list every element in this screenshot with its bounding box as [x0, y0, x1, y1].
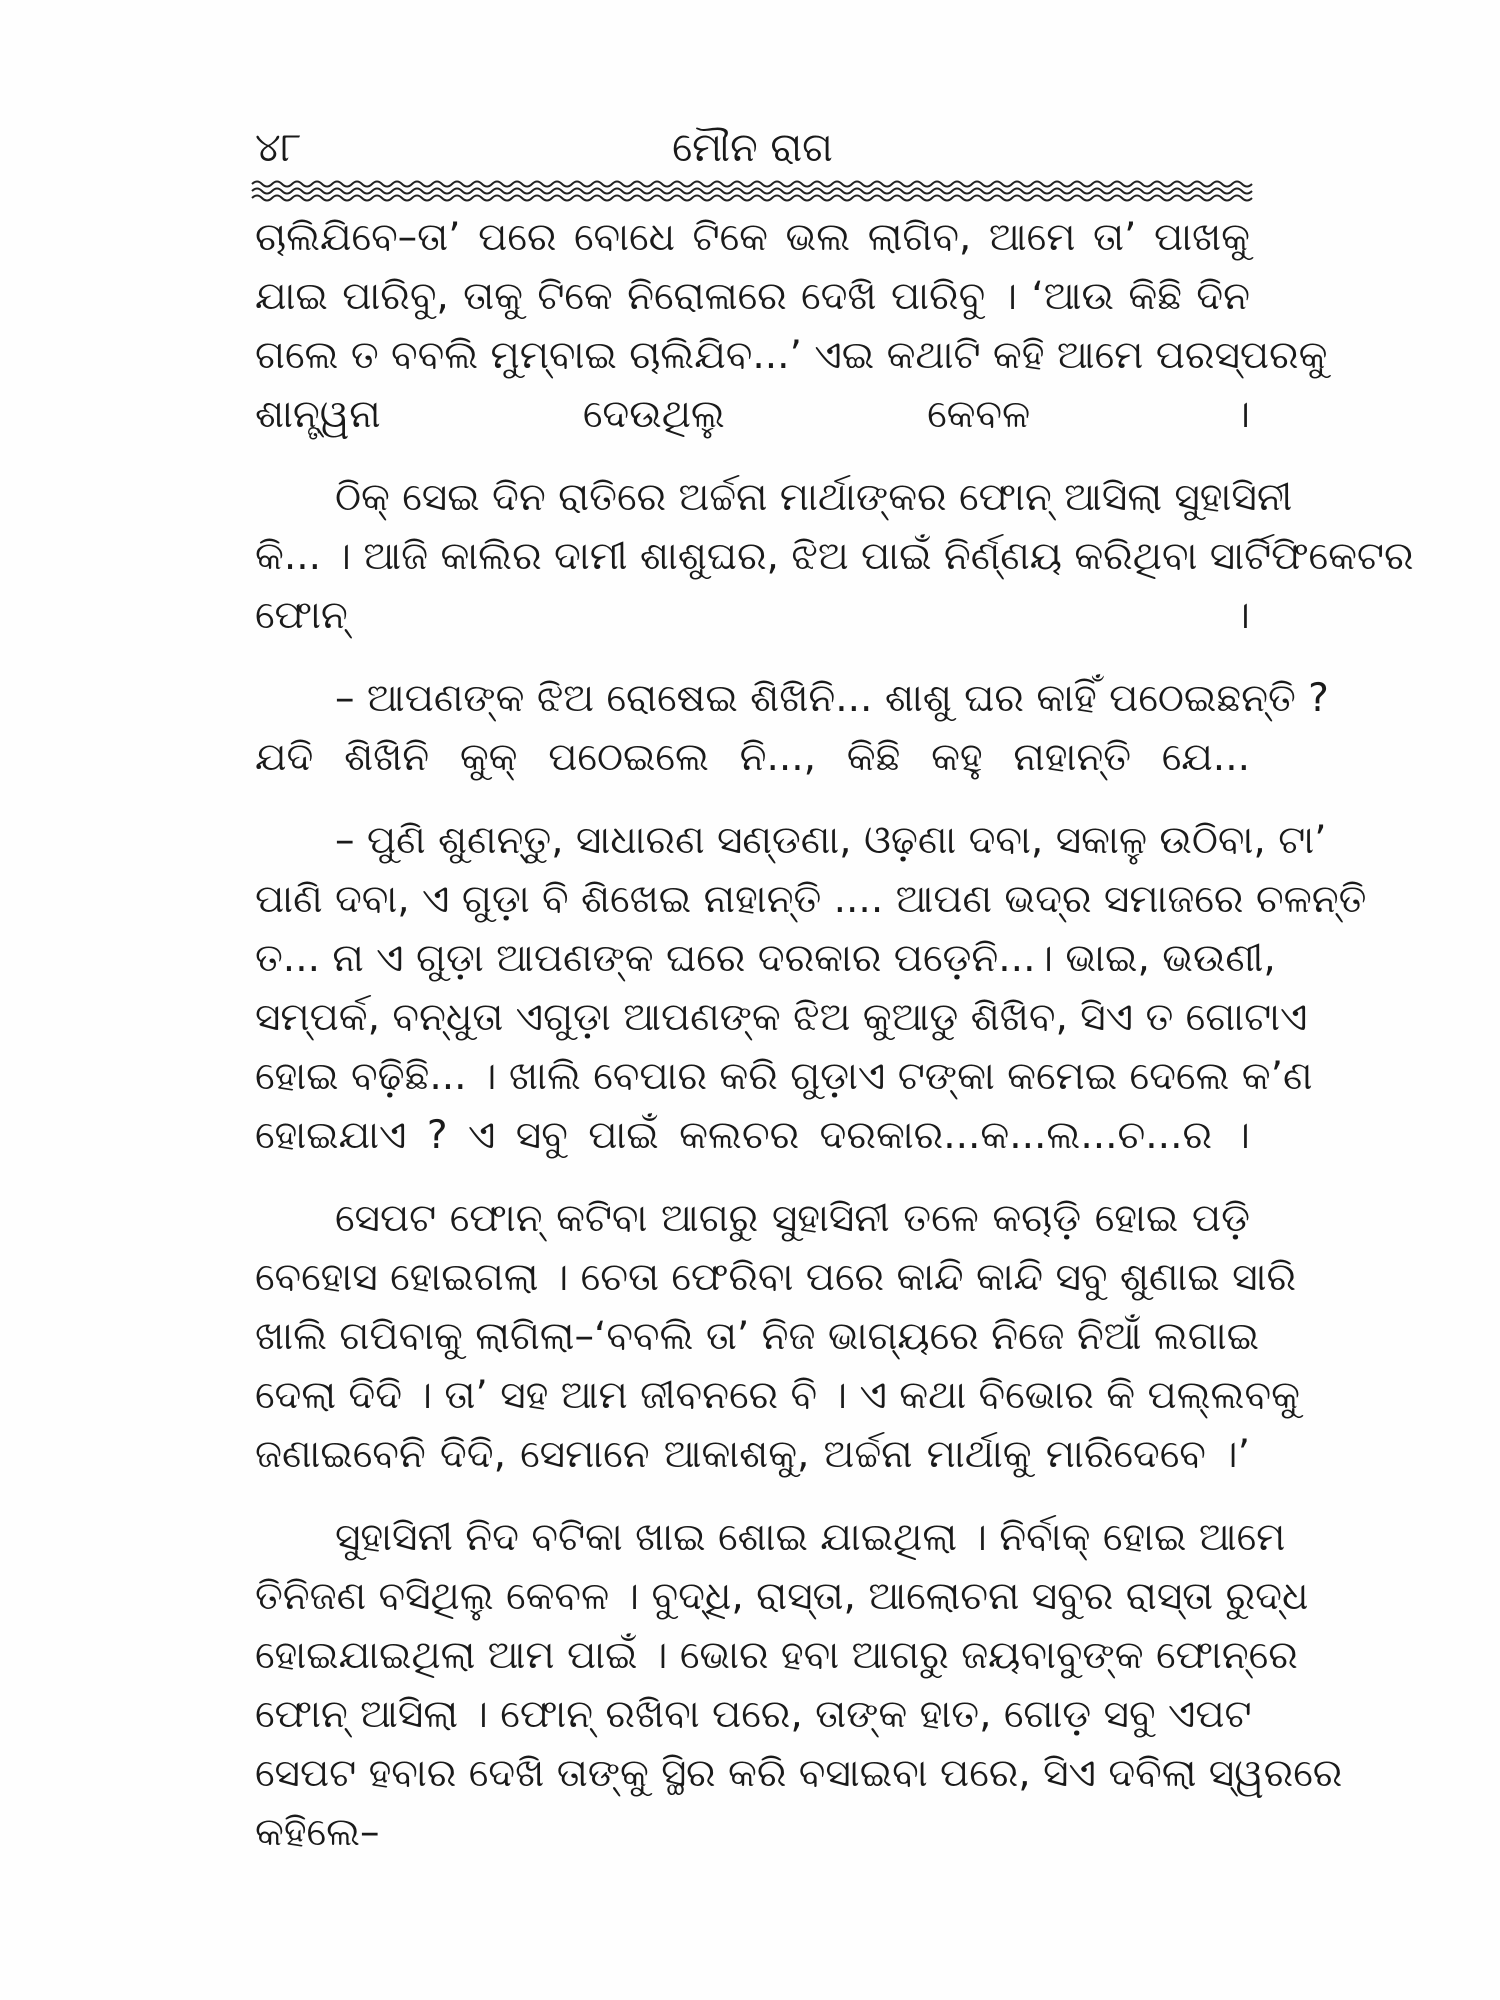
text-line: ଯଦି ଶିଖିନି କୁକ୍ ପଠେଇଲେ ନି..., କିଛି କହୁ ନାହାନ୍ତି ଯେ... — [255, 735, 1250, 780]
text-line: – ପୁଣି ଶୁଣନ୍ତୁ, ସାଧାରଣ ସଣ୍ଡଣା, ଓଢ଼ଣା ଦବା, ସକାଳୁ ଉଠିବା, ଟା’ — [335, 818, 1327, 863]
text-line: ଖାଲି ଗପିବାକୁ ଲାଗିଲା–‘ବବଲି ତା’ ନିଜ ଭାଗ୍ୟରେ ନିଜେ ନିଆଁ ଲଗାଇ — [255, 1314, 1260, 1359]
text-line: ଫୋନ୍ । — [255, 593, 1250, 638]
text-line: ଫୋନ୍ ଆସିଲା । ଫୋନ୍ ରଖିବା ପରେ, ତାଙ୍କ ହାତ, ଗୋଡ଼ ସବୁ ଏପଟ — [255, 1692, 1252, 1737]
paragraph-2 — [255, 468, 1414, 645]
text-line: ଗଲେ ତ ବବଲି ମୁମ୍ବାଇ ଚାଲିଯିବ...’ ଏଇ କଥାଟି କହି ଆମେ ପରସ୍ପରକୁ — [255, 333, 1328, 378]
text-line: ଦେଲା ଦିଦି । ତା’ ସହ ଆମ ଜୀବନରେ ବି । ଏ କଥା ବିଭୋର କି ପଲ୍ଲବକୁ — [255, 1373, 1300, 1418]
text-line: ସୁହାସିନୀ ନିଦ ବଟିକା ଖାଇ ଶୋଇ ଯାଇଥିଲା । ନିର୍ବାକ୍ ହୋଇ ଆମେ — [335, 1515, 1286, 1560]
text-line: ତିନିଜଣ ବସିଥିଲୁ କେବଳ । ବୁଦ୍ଧି, ରାସ୍ତା, ଆଲୋଚନା ସବୁର ରାସ୍ତା ରୁଦ୍ଧ — [255, 1574, 1309, 1619]
text-line: ହୋଇଯାଇଥିଲା ଆମ ପାଇଁ । ଭୋର ହବା ଆଗରୁ ଜୟବାବୁଙ୍କ ଫୋନ୍‌ରେ — [255, 1633, 1298, 1678]
page-number: ୪୮ — [255, 125, 302, 171]
text-line: ବେହୋସ ହୋଇଗଲା । ଚେତା ଫେରିବା ପରେ କାନ୍ଦି କାନ୍ଦି ସବୁ ଶୁଣାଇ ସାରି — [255, 1255, 1297, 1300]
page-header — [255, 118, 1250, 178]
running-title: ମୌନ ରାଗ — [672, 125, 833, 171]
text-line: ଚାଲିଯିବେ–ତା’ ପରେ ବୋଧେ ଟିକେ ଭଲ ଲାଗିବ, ଆମେ ତା’ ପାଖକୁ — [255, 215, 1250, 260]
text-line: ଜଣାଇବେନି ଦିଦି, ସେମାନେ ଆକାଶକୁ, ଅର୍ଚ୍ଚନା ମାର୍ଥାକୁ ମାରିଦେବେ ।’ — [255, 1432, 1250, 1477]
text-line: ସମ୍ପର୍କ, ବନ୍ଧୁତା ଏଗୁଡ଼ା ଆପଣଙ୍କ ଝିଅ କୁଆଡୁ ଶିଖିବ, ସିଏ ତ ଗୋଟାଏ — [255, 995, 1308, 1040]
text-line: ଶାନ୍ତ୍ୱନା ଦେଉଥିଲୁ କେବଳ । — [255, 392, 1250, 437]
text-line: – ଆପଣଙ୍କ ଝିଅ ରୋଷେଇ ଶିଖିନି... ଶାଶୁ ଘର କାହିଁ ପଠେଇଛନ୍ତି ? — [335, 676, 1329, 721]
text-line: ହୋଇଯାଏ ? ଏ ସବୁ ପାଇଁ କଲଚର ଦରକାର...କ...ଲ...ଚ...ର । — [255, 1113, 1250, 1158]
text-line: ସେପଟ ଫୋନ୍ କଟିବା ଆଗରୁ ସୁହାସିନୀ ତଳେ କଚାଡ଼ି ହୋଇ ପଡ଼ି — [335, 1196, 1250, 1241]
paragraph-6 — [255, 1508, 1343, 1862]
paragraph-3 — [255, 669, 1329, 787]
text-line: ତ... ନା ଏ ଗୁଡ଼ା ଆପଣଙ୍କ ଘରେ ଦରକାର ପଡ଼େନି...। ଭାଇ, ଭଉଣୀ, — [255, 936, 1276, 981]
text-line: ହୋଇ ବଢ଼ିଛି... । ଖାଲି ବେପାର କରି ଗୁଡ଼ାଏ ଟଙ୍କା କମେଇ ଦେଲେ କ’ଣ — [255, 1054, 1313, 1099]
body-text — [255, 208, 1414, 1862]
paragraph-1 — [255, 208, 1328, 444]
text-line: ପାଣି ଦବା, ଏ ଗୁଡ଼ା ବି ଶିଖେଇ ନାହାନ୍ତି .... ଆପଣ ଭଦ୍ର ସମାଜରେ ଚଳନ୍ତି — [255, 877, 1367, 922]
paragraph-4 — [255, 811, 1367, 1165]
text-line: ସେପଟ ହବାର ଦେଖି ତାଙ୍କୁ ସ୍ଥିର କରି ବସାଇବା ପରେ, ସିଏ ଦବିଲା ସ୍ୱରରେ — [255, 1751, 1343, 1796]
text-line: ଠିକ୍ ସେଇ ଦିନ ରାତିରେ ଅର୍ଚ୍ଚନା ମାର୍ଥାଙ୍କର ଫୋନ୍ ଆସିଲା ସୁହାସିନୀ — [335, 475, 1293, 520]
text-line: କି... । ଆଜି କାଲିର ଦାମୀ ଶାଶୁଘର, ଝିଅ ପାଇଁ ନିର୍ଣ୍ଣୟ କରିଥିବା ସାର୍ଟିଫିକେଟର — [255, 534, 1414, 579]
paragraph-5 — [255, 1189, 1300, 1484]
wavy-divider — [252, 178, 1252, 204]
text-line: ଯାଇ ପାରିବୁ, ତାକୁ ଟିକେ ନିରୋଳାରେ ଦେଖି ପାରିବୁ । ‘ଆଉ କିଛି ଦିନ — [255, 274, 1250, 319]
text-line: କହିଲେ– — [255, 1810, 380, 1855]
